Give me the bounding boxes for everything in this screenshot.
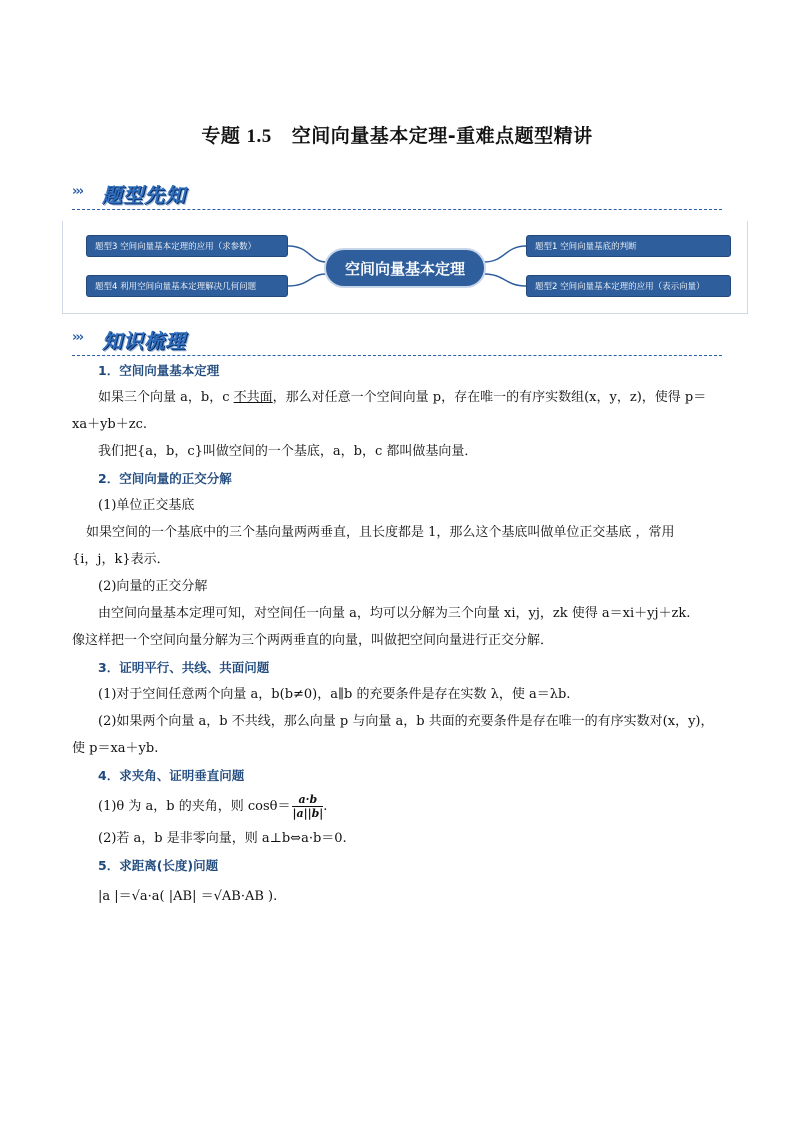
fraction — [292, 793, 323, 820]
banner-arrows-icon: ››› — [72, 330, 83, 345]
banner-arrows-icon: ››› — [72, 184, 83, 199]
paragraph: {i，j，k}表示． — [72, 552, 170, 567]
section-heading: 4．求夹角、证明垂直问题 — [98, 768, 245, 783]
paragraph — [72, 384, 722, 411]
text-run: 如果三个向量 a，b，c — [98, 390, 234, 405]
paragraph: xa＋yb＋zc. — [72, 417, 148, 432]
paragraph: 像这样把一个空间向量分解为三个两两垂直的向量，叫做把空间向量进行正交分解． — [72, 633, 554, 648]
paragraph: (2)如果两个向量 a，b 不共线，那么向量 p 与向量 a，b 共面的充要条件是存在唯一的有序实数对(x，y)， — [98, 714, 714, 729]
paragraph — [72, 789, 722, 825]
section-heading: 2．空间向量的正交分解 — [98, 471, 232, 486]
paragraph: 由空间向量基本定理可知，对空间任一向量 a，均可以分解为三个向量 xi，yj，zk 使得 a＝xi＋yj＋zk. — [98, 606, 691, 621]
mindmap-node-type4: 题型4 利用空间向量基本定理解决几何问题 — [86, 275, 288, 297]
sub-heading: (2)向量的正交分解 — [98, 579, 208, 594]
paragraph: 使 p＝xa＋yb. — [72, 741, 159, 756]
text-run: . — [323, 799, 328, 814]
title-number: 1.5 — [246, 126, 272, 147]
mindmap-center-node: 空间向量基本定理 — [324, 248, 486, 288]
paragraph: 我们把{a，b，c}叫做空间的一个基底，a，b，c 都叫做基向量． — [98, 444, 478, 459]
banner-label: 知识梳理 — [102, 329, 186, 353]
section-heading: 1．空间向量基本定理 — [98, 363, 220, 378]
title-text: 空间向量基本定理-重难点题型精讲 — [291, 125, 593, 147]
banner-divider — [72, 355, 722, 356]
paragraph: (2)若 a，b 是非零向量，则 a⊥b⇔a·b＝0. — [98, 831, 347, 846]
section-heading: 3．证明平行、共线、共面问题 — [98, 660, 270, 675]
distance-formula: |a |＝√a·a( |AB| ＝√AB·AB ). — [98, 889, 278, 904]
banner-label: 题型先知 — [102, 183, 186, 207]
underlined-term: 不共面 — [233, 390, 273, 405]
fraction-numerator: a·b — [292, 793, 323, 807]
text-run: (1)θ 为 a，b 的夹角，则 cosθ＝ — [98, 799, 291, 814]
mindmap-node-type2: 题型2 空间向量基本定理的应用（表示向量） — [526, 275, 731, 297]
sub-heading: (1)单位正交基底 — [98, 498, 195, 513]
section-heading: 5．求距离(长度)问题 — [98, 858, 219, 873]
knowledge-content — [72, 357, 722, 915]
mindmap-node-type1: 题型1 空间向量基底的判断 — [526, 235, 731, 257]
paragraph: 如果空间的一个基底中的三个基向量两两垂直，且长度都是 1，那么这个基底叫做单位正交基底 ，常用 — [86, 525, 675, 540]
paragraph: (1)对于空间任意两个向量 a，b(b≠0)，a∥b 的充要条件是存在实数 λ，使 a＝λb. — [98, 687, 571, 702]
text-run: ，那么对任意一个空间向量 p，存在唯一的有序实数组(x，y，z)，使得 p＝ — [272, 390, 707, 405]
fraction-denominator: |a||b| — [292, 807, 324, 820]
banner-knowledge — [72, 326, 722, 356]
title-prefix: 专题 — [201, 125, 241, 147]
mindmap-node-type3: 题型3 空间向量基本定理的应用（求参数） — [86, 235, 288, 257]
